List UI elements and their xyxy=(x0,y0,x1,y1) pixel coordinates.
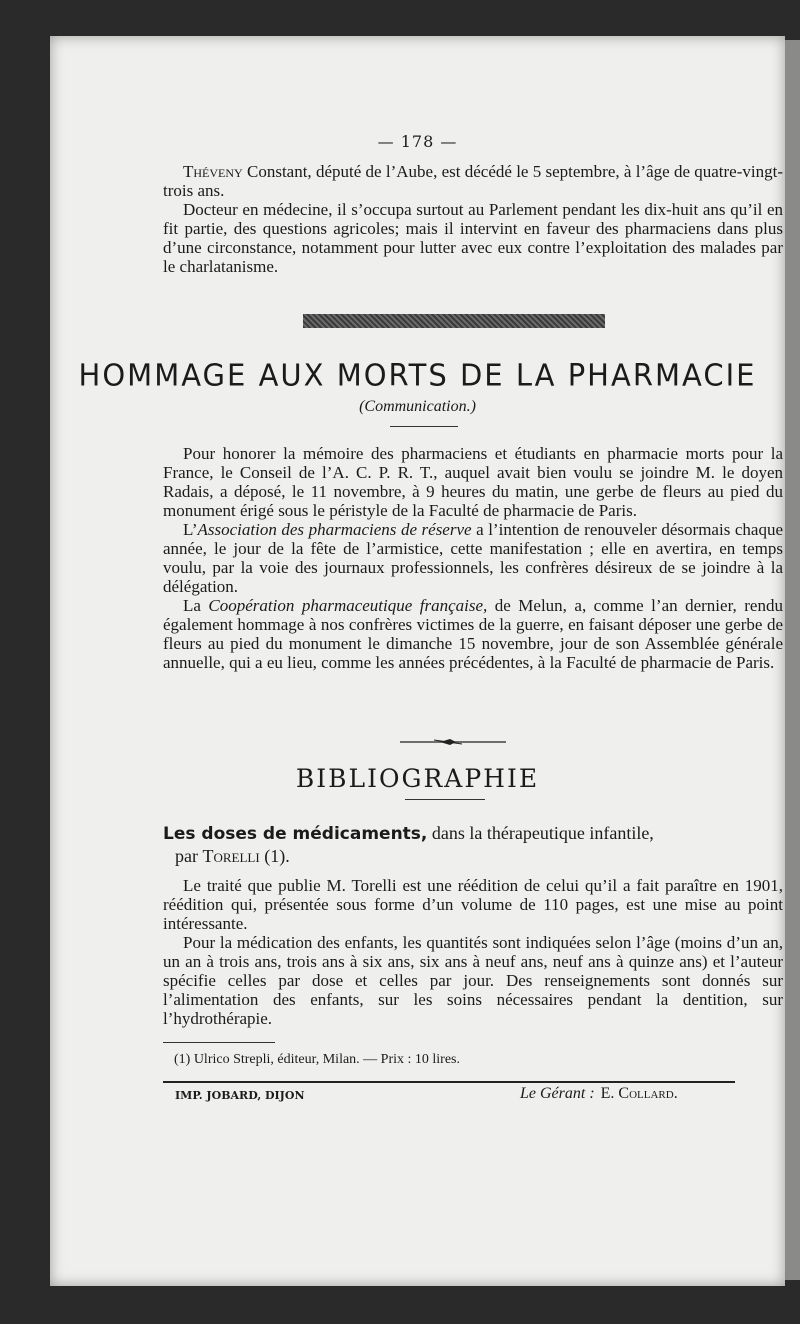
gerant-line: Le Gérant : E. Collard. xyxy=(520,1085,678,1102)
gerant-name: E. Collard. xyxy=(600,1085,678,1102)
printer-imprint: IMP. JOBARD, DIJON xyxy=(175,1089,305,1102)
bibliographie-body xyxy=(163,876,783,1028)
section-title-hommage: HOMMAGE AUX MORTS DE LA PHARMACIE xyxy=(78,357,757,393)
section-subtitle: (Communication.) xyxy=(359,398,476,415)
hommage-paragraph-3: La Coopération pharmaceutique française, de Melun, a, comme l’an dernier, rendu également hommage à nos confrères victimes de la guerre, en faisant déposer une gerbe de fleurs au pied du monument le dimanche 15 novembre, jour de son Assemblée générale annuelle, qui a eu lieu, comme les années précédentes, à la Faculté de pharmacie de Paris. xyxy=(163,596,783,672)
bibliographie-underline xyxy=(405,799,485,800)
title-underline xyxy=(390,426,458,427)
section-title-bibliographie: BIBLIOGRAPHIE xyxy=(295,764,540,793)
book-heading: Les doses de médicaments, dans la thérapeutique infantile, par Torelli (1). xyxy=(163,823,654,866)
bibliographie-paragraph-1: Le traité que publie M. Torelli est une réédition de celui qu’il a fait paraître en 1901, réédition qui, présentée sous forme d’un volume de 110 pages, est une mise au point intéressante. xyxy=(163,876,783,933)
book-author: Torelli xyxy=(202,846,260,866)
obituary-paragraph-1: Théveny Constant, député de l’Aube, est décédé le 5 septembre, à l’âge de quatre-vingt-trois ans. xyxy=(163,162,783,200)
page-number: — 178 — xyxy=(377,132,458,151)
obituary-block xyxy=(163,162,783,276)
footnote: (1) Ulrico Strepli, éditeur, Milan. — Prix : 10 lires. xyxy=(174,1052,461,1067)
obituary-paragraph-2: Docteur en médecine, il s’occupa surtout au Parlement pendant les dix-huit ans qu’il en fit partie, des questions agricoles; mais il intervint en faveur des pharmaciens dans plus d’une circonstance, notamment pour lutter avec eux contre l’exploitation des malades par le charlatanisme. xyxy=(163,200,783,276)
ornament-divider xyxy=(400,738,506,746)
book-title: Les doses de médicaments, xyxy=(163,824,428,844)
hommage-paragraph-1: Pour honorer la mémoire des pharmaciens et étudiants en pharmacie morts pour la France, le Conseil de l’A. C. P. R. T., auquel avait bien voulu se joindre M. le doyen Radais, a déposé, le 11 novembre, à 9 heures du matin, une gerbe de fleurs au pied du monument érigé sous le péristyle de la Faculté de pharmacie de Paris. xyxy=(163,444,783,520)
hommage-paragraph-2: L’Association des pharmaciens de réserve a l’intention de renouveler désormais chaque année, le jour de la fête de l’armistice, cette manifestation ; elle en avertira, en temps voulu, par la voie des journaux professionnels, les confrères désireux de se joindre à la délégation. xyxy=(163,520,784,596)
book-spine-edge xyxy=(785,40,800,1280)
footer-rule xyxy=(163,1081,735,1083)
document-page xyxy=(50,36,785,1286)
obituary-name: Théveny xyxy=(183,162,243,181)
section-divider-band xyxy=(303,314,605,328)
footnote-rule xyxy=(163,1042,275,1043)
bibliographie-paragraph-2: Pour la médication des enfants, les quantités sont indiquées selon l’âge (moins d’un an, un an à trois ans, trois ans à six ans, six ans à neuf ans, neuf ans à quinze ans) et l’auteur spécifie celles par dose et celles par jour. Des renseignements sont donnés sur l’alimentation des enfants, sur les soins nécessaires pendant la dentition, sur l’hydrothérapie. xyxy=(163,933,783,1028)
hommage-body xyxy=(163,444,783,672)
